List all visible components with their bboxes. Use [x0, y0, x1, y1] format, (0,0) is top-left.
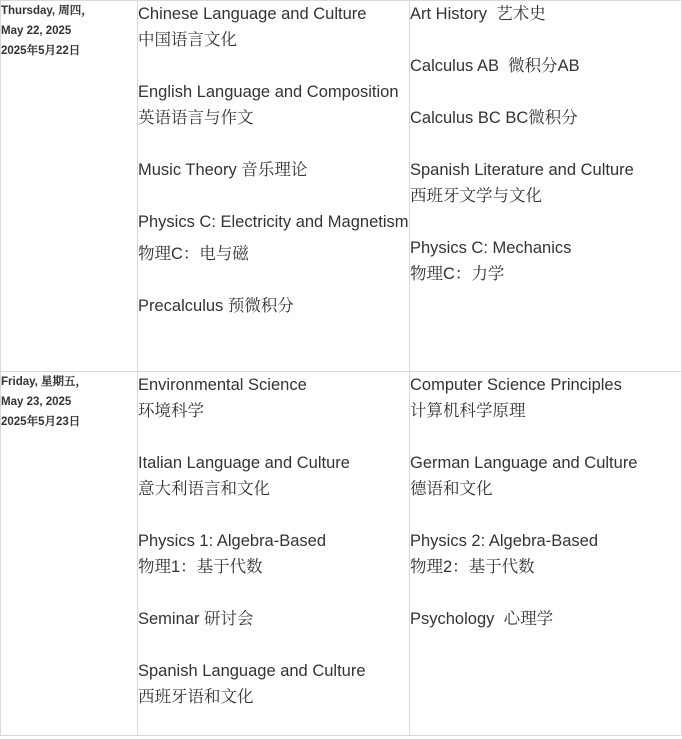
- exam-item: [410, 157, 681, 209]
- exam-item: [410, 105, 681, 131]
- exam-name-zh: 意大利语言和文化: [138, 480, 270, 498]
- exam-name-zh: 物理2：基于代数: [410, 558, 535, 576]
- exam-item: [410, 235, 681, 287]
- exam-name-en: Environmental Science: [138, 376, 307, 394]
- exam-item: [410, 606, 681, 632]
- date-english: May 23, 2025: [1, 396, 72, 408]
- afternoon-exams-cell: [410, 372, 682, 736]
- exam-item: [138, 157, 409, 183]
- schedule-row-thursday: [1, 1, 682, 372]
- morning-exams-cell: [138, 372, 410, 736]
- exam-name-en: Computer Science Principles: [410, 376, 622, 394]
- exam-name-zh: 德语和文化: [410, 480, 493, 498]
- exam-item: [138, 372, 409, 424]
- exam-item: [138, 293, 409, 319]
- exam-item: [410, 53, 681, 79]
- date-chinese: 2025年5月23日: [1, 416, 81, 428]
- exam-name-en: Psychology: [410, 610, 495, 628]
- exam-item: [138, 658, 409, 710]
- exam-item: [138, 606, 409, 632]
- exam-name-en: Calculus AB: [410, 57, 499, 75]
- exam-name-zh: 环境科学: [138, 402, 204, 420]
- exam-name-zh: 西班牙文学与文化: [410, 187, 542, 205]
- exam-item: [410, 372, 681, 424]
- exam-item: [138, 450, 409, 502]
- exam-name-en: Physics C: Electricity and Magnetism: [138, 213, 409, 231]
- exam-item: [410, 1, 681, 27]
- exam-name-en: Physics C: Mechanics: [410, 239, 572, 257]
- exam-name-zh: 中国语言文化: [138, 31, 237, 49]
- exam-name-zh: 音乐理论: [241, 161, 308, 179]
- exam-item: [138, 209, 409, 267]
- exam-name-zh: 计算机科学原理: [410, 402, 526, 420]
- exam-name-zh: 微积分AB: [508, 57, 580, 75]
- exam-name-en: Seminar: [138, 610, 200, 628]
- exam-name-en: Spanish Language and Culture: [138, 662, 366, 680]
- schedule-row-friday: [1, 372, 682, 736]
- exam-name-zh: 英语语言与作文: [138, 109, 254, 127]
- exam-name-en: Art History: [410, 5, 488, 23]
- morning-exams-cell: [138, 1, 410, 372]
- exam-name-en: Italian Language and Culture: [138, 454, 350, 472]
- date-weekday: Thursday, 周四，: [1, 5, 93, 17]
- date-chinese: 2025年5月22日: [1, 45, 81, 57]
- exam-name-zh: 研讨会: [204, 610, 254, 628]
- exam-name-zh: 西班牙语和文化: [138, 688, 254, 706]
- exam-name-en: Music Theory: [138, 161, 237, 179]
- exam-name-zh: BC微积分: [505, 109, 578, 127]
- date-weekday: Friday, 星期五，: [1, 376, 88, 388]
- exam-item: [410, 450, 681, 502]
- exam-name-en: Physics 2: Algebra-Based: [410, 532, 599, 550]
- date-cell: [1, 1, 138, 372]
- date-english: May 22, 2025: [1, 25, 72, 37]
- date-cell: [1, 372, 138, 736]
- exam-name-en: Spanish Literature and Culture: [410, 161, 634, 179]
- exam-item: [138, 1, 409, 53]
- exam-name-en: Calculus BC: [410, 109, 501, 127]
- exam-name-en: Precalculus: [138, 297, 224, 315]
- exam-item: [138, 528, 409, 580]
- exam-name-zh: 心理学: [503, 610, 554, 628]
- exam-name-en: German Language and Culture: [410, 454, 638, 472]
- exam-name-zh: 预微积分: [227, 297, 294, 315]
- exam-item: [410, 528, 681, 580]
- exam-name-en: English Language and Composition: [138, 83, 399, 101]
- exam-item: [138, 79, 409, 131]
- exam-name-zh: 物理1：基于代数: [138, 558, 263, 576]
- exam-name-zh: 艺术史: [496, 5, 546, 23]
- exam-name-zh: 物理C：电与磁: [138, 245, 249, 263]
- exam-name-en: Chinese Language and Culture: [138, 5, 367, 23]
- afternoon-exams-cell: [410, 1, 682, 372]
- exam-name-zh: 物理C：力学: [410, 265, 505, 283]
- exam-name-en: Physics 1: Algebra-Based: [138, 532, 327, 550]
